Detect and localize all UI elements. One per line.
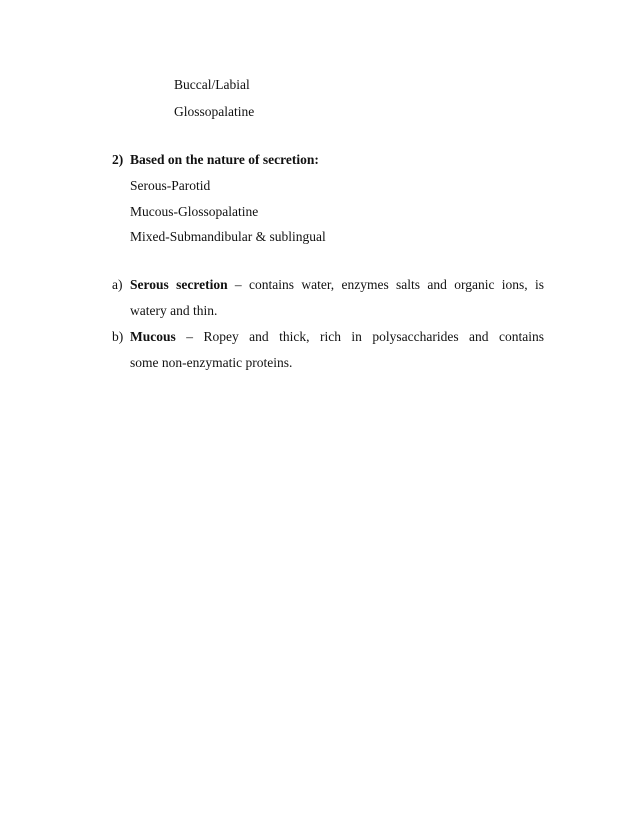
definition-b-line1	[130, 329, 544, 345]
definition-marker-a: a)	[112, 277, 123, 292]
list-item-mixed: Mixed-Submandibular & sublingual	[130, 229, 326, 244]
list-item-buccal-labial: Buccal/Labial	[174, 77, 250, 92]
definition-b-term: Mucous	[130, 329, 176, 344]
definition-marker-b: b)	[112, 329, 124, 344]
section-number: 2)	[112, 152, 124, 167]
section-heading: Based on the nature of secretion:	[130, 152, 319, 167]
list-item-mucous-glossopalatine: Mucous-Glossopalatine	[130, 204, 259, 219]
list-item-glossopalatine: Glossopalatine	[174, 104, 255, 119]
definition-a-text: – contains water, enzymes salts and organic ions, is	[234, 277, 544, 292]
definition-a-term: Serous secretion	[130, 277, 228, 292]
definition-b-line2: some non-enzymatic proteins.	[130, 355, 293, 370]
definition-b-text: – Ropey and thick, rich in polysaccharides and contains	[186, 329, 544, 344]
definition-a-line1	[130, 277, 544, 293]
definition-a-line2: watery and thin.	[130, 303, 218, 318]
list-item-serous-parotid: Serous-Parotid	[130, 178, 211, 193]
